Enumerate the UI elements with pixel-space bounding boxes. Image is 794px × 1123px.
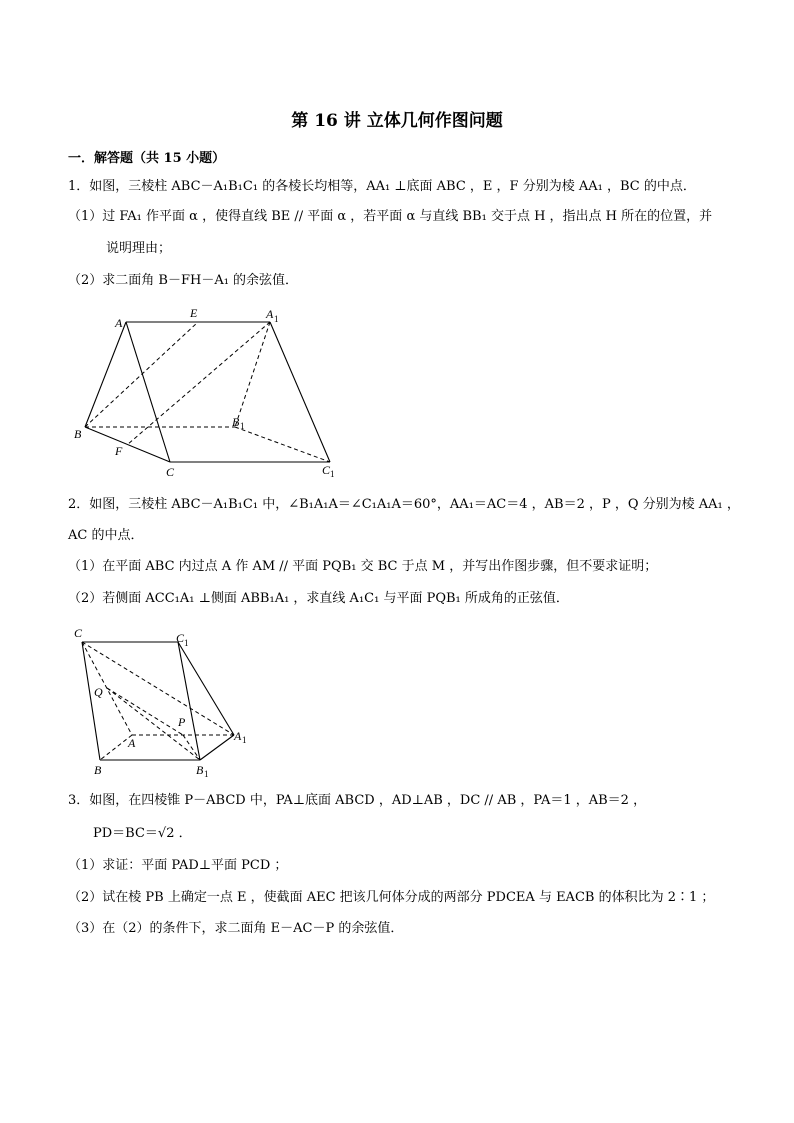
q1-part2: （2）求二面角 B－FH－A₁ 的余弦值． — [68, 273, 299, 288]
label-C: C — [74, 626, 83, 640]
segment-CA1 — [82, 642, 234, 735]
edge-BC — [85, 427, 170, 462]
label-B: B — [74, 427, 82, 441]
edge-B1C1-hidden — [235, 427, 330, 462]
q2-prism-figure — [70, 620, 260, 780]
label-A1: A — [266, 307, 274, 321]
edge-AB — [85, 322, 126, 427]
q1-stem: 1．如图，三棱柱 ABC－A₁B₁C₁ 的各棱长均相等，AA₁ ⊥底面 ABC ，E ，F 分别为棱 AA₁ ，BC 的中点． — [68, 179, 696, 194]
label-A1: A — [234, 729, 242, 743]
edge-A1C1 — [270, 322, 330, 462]
q3-part2: （2）试在棱 PB 上确定一点 E ，使截面 AEC 把该几何体分成的两部分 PDCEA 与 EACB 的体积比为 2∶1 ； — [68, 890, 715, 905]
q1-prism-figure — [60, 300, 360, 490]
label-C1-sub: 1 — [330, 469, 335, 479]
label-A1-sub: 1 — [242, 735, 247, 745]
edge-AC — [126, 322, 170, 462]
label-B1: B — [196, 763, 204, 777]
q2-part2: （2）若侧面 ACC₁A₁ ⊥侧面 ABB₁A₁ ，求直线 A₁C₁ 与平面 PQB₁ 所成角的正弦值． — [68, 591, 569, 606]
label-C1-sub: 1 — [184, 638, 189, 648]
label-C: C — [166, 465, 175, 479]
q1-part1-line2: 说明理由； — [106, 241, 172, 256]
label-A1-sub: 1 — [274, 314, 279, 324]
label-F: F — [115, 444, 123, 458]
label-C1: C — [322, 463, 331, 477]
page-title: 第 16 讲 立体几何作图问题 — [291, 111, 503, 131]
segment-QP — [107, 688, 183, 735]
label-B1: B — [232, 415, 240, 429]
section-heading: 一．解答题（共 15 小题） — [68, 151, 226, 166]
label-P: P — [178, 715, 186, 729]
label-Q: Q — [94, 685, 103, 699]
label-E: E — [190, 306, 198, 320]
label-B1-sub: 1 — [240, 421, 245, 431]
segment-QB1 — [107, 688, 200, 760]
label-A: A — [115, 316, 123, 330]
edge-CB — [82, 642, 100, 760]
q2-stem-line2: AC 的中点． — [68, 528, 144, 543]
q3-part1: （1）求证：平面 PAD⊥平面 PCD ； — [68, 858, 288, 873]
q3-part3: （3）在（2）的条件下，求二面角 E－AC－P 的余弦值． — [68, 921, 404, 936]
q2-stem: 2．如图，三棱柱 ABC－A₁B₁C₁ 中，∠B₁A₁A＝∠C₁A₁A＝60°，AA₁＝AC＝4 ，AB＝2 ，P ，Q 分别为棱 AA₁ ， — [68, 497, 740, 512]
label-B1-sub: 1 — [204, 769, 209, 779]
q3-stem-line2: PD＝BC＝√2 ． — [93, 826, 192, 841]
label-C1: C — [176, 631, 185, 645]
edge-B1A1 — [200, 735, 234, 760]
edge-A1B1-hidden — [235, 322, 270, 427]
q1-part1-line1: （1）过 FA₁ 作平面 α ，使得直线 BE // 平面 α ，若平面 α 与直线 BB₁ 交于点 H ，指出点 H 所在的位置，并 — [68, 209, 713, 224]
label-A: A — [128, 736, 136, 750]
segment-BE — [85, 322, 198, 427]
label-B: B — [94, 763, 102, 777]
q3-stem: 3．如图，在四棱锥 P－ABCD 中，PA⊥底面 ABCD ，AD⊥AB ，DC // AB ，PA＝1 ，AB＝2 ， — [68, 793, 647, 808]
q2-part1: （1）在平面 ABC 内过点 A 作 AM // 平面 PQB₁ 交 BC 于点 M ，并写出作图步骤，但不要求证明； — [68, 559, 658, 574]
